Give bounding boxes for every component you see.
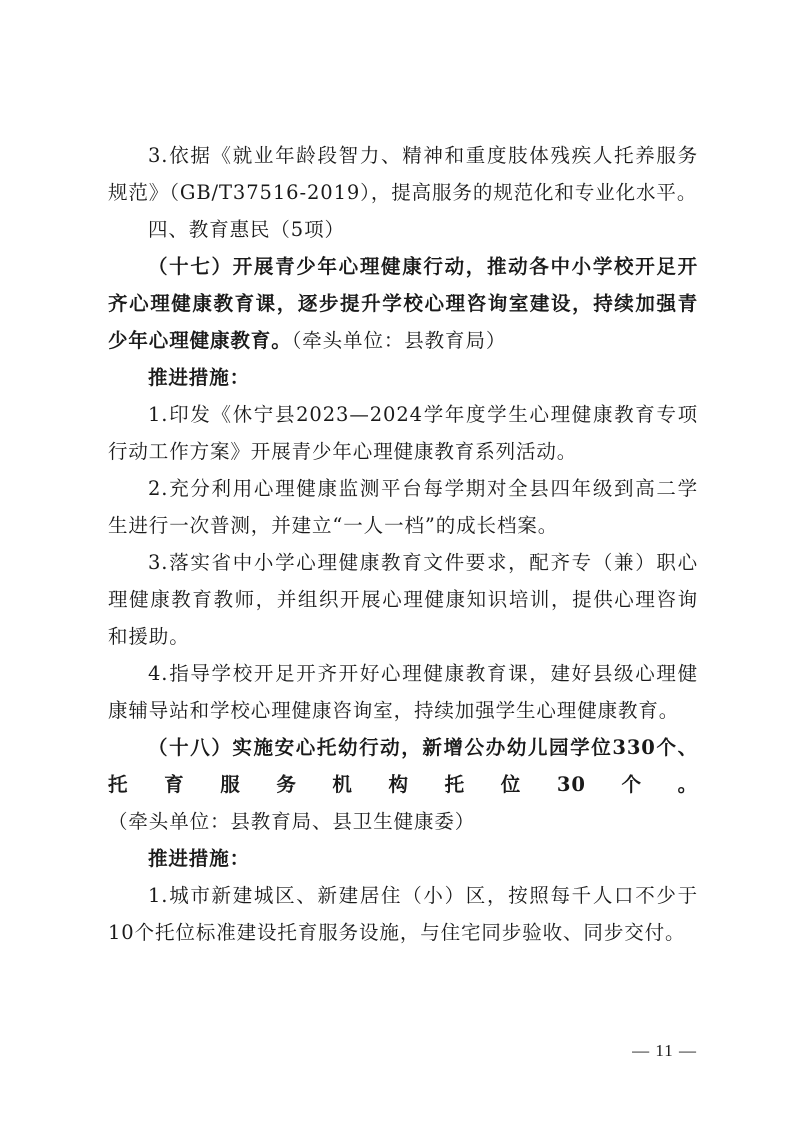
measures-heading: 推进措施： — [148, 847, 251, 870]
section-heading-education: 四、教育惠民（5项） — [148, 218, 345, 241]
measure-item: 1.城市新建城区、新建居住（小）区，按照每千人口不少于10个托位标准建设托育服务设施，与住宅同步验收、同步交付。 — [108, 884, 698, 944]
task-18-title: （十八）实施安心托幼行动，新增公办幼儿园学位330个、托育服务机构托位30个。 — [108, 736, 698, 796]
page-number: — 11 — — [632, 1041, 697, 1060]
measure-item: 1.印发《休宁县2023—2024学年度学生心理健康教育专项行动工作方案》开展青少年心理健康教育系列活动。 — [108, 403, 698, 463]
task-17-title: （十七）开展青少年心理健康行动，推动各中小学校开足开齐心理健康教育课，逐步提升学校心理咨询室建设，持续加强青少年心理健康教育。 — [108, 255, 698, 352]
measure-item: 3.落实省中小学心理健康教育文件要求，配齐专（兼）职心理健康教育教师，并组织开展心理健康知识培训，提供心理咨询和援助。 — [108, 551, 698, 648]
task-18-lead-unit: （牵头单位：县教育局、县卫生健康委） — [108, 810, 476, 833]
measures-heading: 推进措施： — [148, 366, 251, 389]
task-17-lead-unit: （牵头单位：县教育局） — [291, 329, 507, 352]
measure-item: 2.充分利用心理健康监测平台每学期对全县四年级到高二学生进行一次普测，并建立“一人一档”的成长档案。 — [108, 477, 698, 537]
task-18 — [108, 729, 698, 840]
body-text — [108, 137, 698, 951]
task-17 — [108, 248, 698, 359]
measure-item: 4.指导学校开足开齐开好心理健康教育课，建好县级心理健康辅导站和学校心理健康咨询室，持续加强学生心理健康教育。 — [108, 662, 698, 722]
paragraph-item-3: 3.依据《就业年龄段智力、精神和重度肢体残疾人托养服务规范》（GB/T37516-2019），提高服务的规范化和专业化水平。 — [108, 144, 698, 204]
